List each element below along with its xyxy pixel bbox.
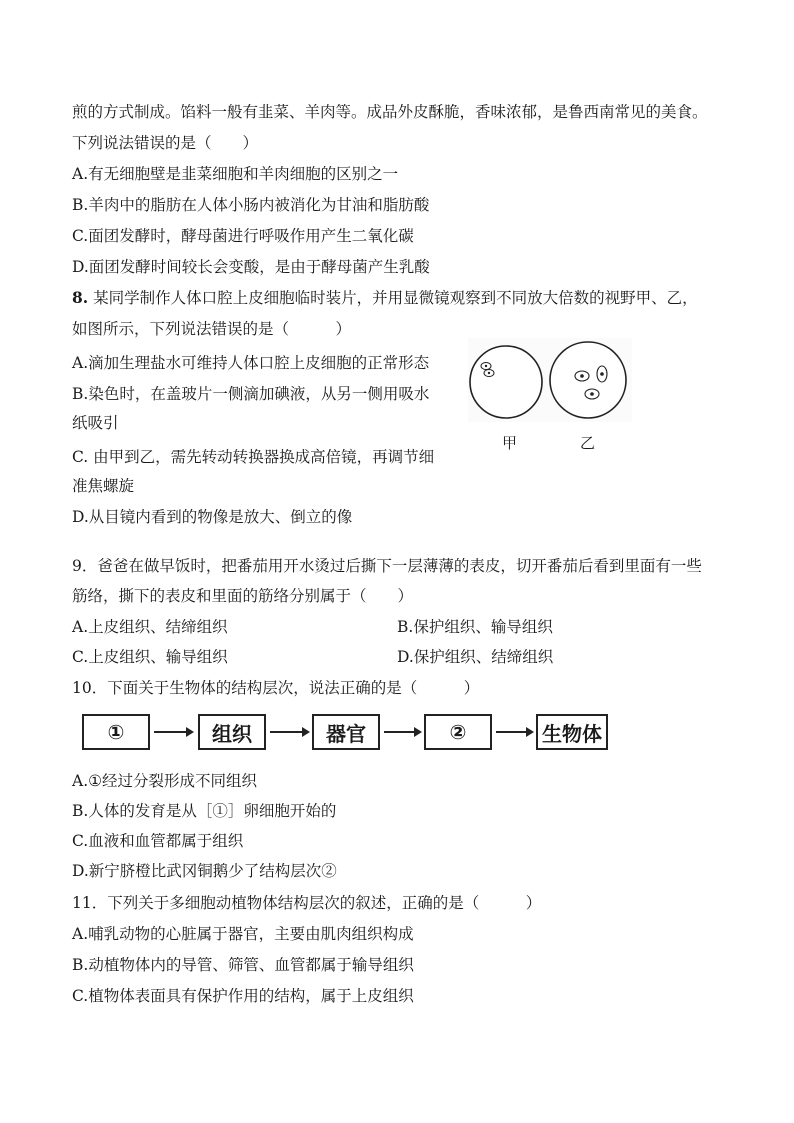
q7-option-d: D.面团发酵时间较长会变酸，是由于酵母菌产生乳酸 — [72, 258, 430, 276]
structure-level-flowchart — [74, 708, 614, 758]
q10-option-c: C.血液和血管都属于组织 — [72, 832, 244, 850]
flow-arrow-2 — [270, 731, 308, 733]
q8-stem-line-1 — [72, 288, 698, 308]
view-yi — [550, 342, 626, 418]
q8-stem-line-2: 如图所示，下列说法错误的是（ ） — [72, 320, 352, 338]
flow-box-1: ① — [82, 714, 150, 750]
view-jia — [470, 346, 542, 418]
flow-arrow-3 — [384, 731, 420, 733]
q11-stem: 11．下列关于多细胞动植物体结构层次的叙述，正确的是（ ） — [72, 894, 542, 912]
flow-box-tissue: 组织 — [198, 714, 266, 750]
flow-arrow-1 — [154, 731, 192, 733]
q8-option-a: A.滴加生理盐水可维持人体口腔上皮细胞的正常形态 — [72, 354, 430, 372]
q9-stem-line-1: 9．爸爸在做早饭时，把番茄用开水烫过后撕下一层薄薄的表皮，切开番茄后看到里面有一些 — [72, 557, 702, 575]
q9-option-b: B.保护组织、输导组织 — [397, 618, 553, 636]
q7-stem-line-1: 煎的方式制成。馅料一般有韭菜、羊肉等。成品外皮酥脆，香味浓郁，是鲁西南常见的美食。 — [72, 103, 708, 121]
q9-stem-line-2: 筋络，撕下的表皮和里面的筋络分别属于（ ） — [72, 587, 414, 605]
q7-option-a: A.有无细胞壁是韭菜细胞和羊肉细胞的区别之一 — [72, 165, 399, 183]
q9-option-c: C.上皮组织、输导组织 — [72, 648, 228, 666]
flow-box-2: ② — [424, 714, 492, 750]
flow-box-organ: 器官 — [312, 714, 380, 750]
flow-box-organism: 生物体 — [536, 714, 608, 750]
q7-option-b: B.羊肉中的脂肪在人体小肠内被消化为甘油和脂肪酸 — [72, 196, 430, 214]
q11-option-b: B.动植物体内的导管、筛管、血管都属于输导组织 — [72, 956, 414, 974]
figure-label-jia: 甲 — [502, 434, 518, 452]
q8-option-b: B.染色时，在盖玻片一侧滴加碘液，从另一侧用吸水 — [72, 385, 430, 403]
q8-option-b-cont: 纸吸引 — [72, 414, 119, 432]
q7-stem-line-2: 下列说法错误的是（ ） — [72, 134, 259, 152]
q7-option-c: C.面团发酵时，酵母菌进行呼吸作用产生二氧化碳 — [72, 227, 414, 245]
q11-option-a: A.哺乳动物的心脏属于器官，主要由肌肉组织构成 — [72, 925, 414, 943]
q8-option-c: C. 由甲到乙，需先转动转换器换成高倍镜，再调节细 — [72, 448, 435, 466]
microscope-view-figure — [468, 338, 632, 422]
flow-arrow-4 — [496, 731, 532, 733]
q8-number: 8. — [72, 288, 89, 307]
q10-option-b: B.人体的发育是从［①］卵细胞开始的 — [72, 802, 337, 820]
q10-stem: 10．下面关于生物体的结构层次，说法正确的是（ ） — [72, 679, 480, 697]
q11-option-c: C.植物体表面具有保护作用的结构，属于上皮组织 — [72, 987, 414, 1005]
q8-option-c-cont: 准焦螺旋 — [72, 477, 135, 495]
q8-option-d: D.从目镜内看到的物像是放大、倒立的像 — [72, 508, 353, 526]
q8-stem-text-1: 某同学制作人体口腔上皮细胞临时装片，并用显微镜观察到不同放大倍数的视野甲、乙， — [93, 289, 698, 307]
q9-option-d: D.保护组织、结缔组织 — [397, 648, 554, 666]
q10-option-d: D.新宁脐橙比武冈铜鹅少了结构层次② — [72, 862, 337, 880]
figure-label-yi: 乙 — [580, 434, 596, 452]
q9-option-a: A.上皮组织、结缔组织 — [72, 618, 228, 636]
q10-option-a: A.①经过分裂形成不同组织 — [72, 772, 258, 790]
